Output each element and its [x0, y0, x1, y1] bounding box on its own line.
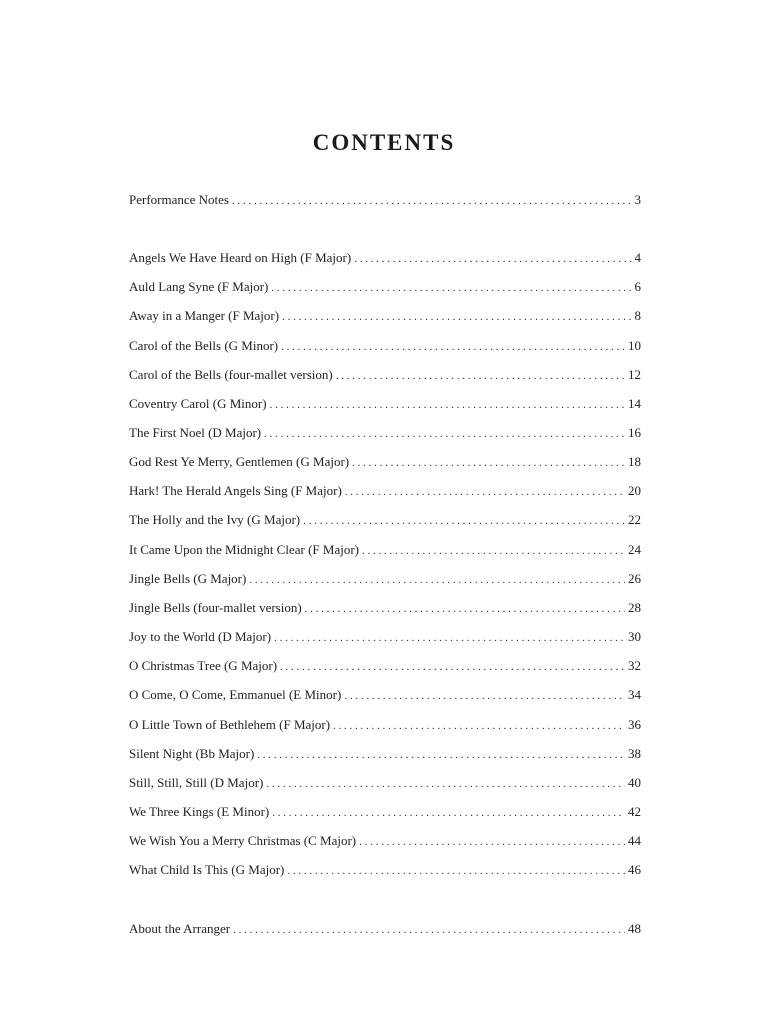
- dot-leader: [362, 541, 625, 561]
- toc-entry[interactable]: [129, 773, 641, 793]
- toc-entry-page: 16: [628, 425, 641, 440]
- toc-entry[interactable]: [129, 423, 641, 443]
- toc-entry[interactable]: [129, 510, 641, 530]
- toc-entry-page: 32: [628, 658, 641, 673]
- toc-entry[interactable]: [129, 452, 641, 472]
- toc-entry-title: We Wish You a Merry Christmas (C Major): [129, 833, 357, 848]
- toc-entry-page: 24: [628, 542, 641, 557]
- toc-entry[interactable]: [129, 394, 641, 414]
- toc-entry-page: 30: [628, 629, 641, 644]
- dot-leader: [352, 453, 625, 473]
- toc-entry-title: Performance Notes: [129, 192, 229, 207]
- dot-leader: [249, 570, 625, 590]
- toc-entry-page: 44: [628, 833, 641, 848]
- toc-entry-title: Angels We Have Heard on High (F Major): [129, 250, 352, 265]
- toc-entry-page: 14: [628, 396, 641, 411]
- toc-entry-title: O Come, O Come, Emmanuel (E Minor): [129, 687, 342, 702]
- toc-entry[interactable]: [129, 685, 641, 705]
- toc-entry[interactable]: [129, 190, 641, 210]
- toc-entry-title: Auld Lang Syne (F Major): [129, 279, 269, 294]
- dot-leader: [354, 249, 631, 269]
- toc-entry[interactable]: [129, 656, 641, 676]
- toc-entry-page: 34: [628, 687, 641, 702]
- toc-entry-page: 38: [628, 746, 641, 761]
- dot-leader: [333, 716, 625, 736]
- toc-entry[interactable]: [129, 744, 641, 764]
- toc-entry-page: 12: [628, 367, 641, 382]
- toc-entry[interactable]: [129, 598, 641, 618]
- toc-entry-page: 4: [634, 250, 641, 265]
- toc-entry-page: 3: [634, 192, 641, 207]
- toc-entry[interactable]: [129, 336, 641, 356]
- toc-entry-page: 8: [634, 308, 641, 323]
- toc-entry-title: O Christmas Tree (G Major): [129, 658, 278, 673]
- toc-entry-title: Hark! The Herald Angels Sing (F Major): [129, 483, 342, 498]
- toc-entry-title: Carol of the Bells (G Minor): [129, 338, 279, 353]
- toc-entry-title: Silent Night (Bb Major): [129, 746, 255, 761]
- toc-entry-title: What Child Is This (G Major): [129, 862, 285, 877]
- toc-entry-page: 36: [628, 717, 641, 732]
- toc-entry-title: O Little Town of Bethlehem (F Major): [129, 717, 331, 732]
- toc-entry[interactable]: [129, 569, 641, 589]
- toc-entry-page: 10: [628, 338, 641, 353]
- toc-entry-page: 26: [628, 571, 641, 586]
- toc-entry[interactable]: [129, 715, 641, 735]
- toc-entry-title: Carol of the Bells (four-mallet version): [129, 367, 333, 382]
- page-title: CONTENTS: [312, 130, 456, 155]
- dot-leader: [282, 307, 631, 327]
- toc-entry-title: Coventry Carol (G Minor): [129, 396, 267, 411]
- toc-entry-title: Still, Still, Still (D Major): [129, 775, 264, 790]
- dot-leader: [270, 395, 625, 415]
- dot-leader: [345, 482, 625, 502]
- toc-entry-title: The First Noel (D Major): [129, 425, 262, 440]
- dot-leader: [336, 366, 625, 386]
- dot-leader: [280, 657, 625, 677]
- toc-entry-page: 40: [628, 775, 641, 790]
- toc-entry-title: The Holly and the Ivy (G Major): [129, 512, 301, 527]
- dot-leader: [274, 628, 625, 648]
- toc-entry[interactable]: [129, 248, 641, 268]
- dot-leader: [232, 191, 632, 211]
- toc-entry[interactable]: [129, 802, 641, 822]
- toc-entry[interactable]: [129, 831, 641, 851]
- dot-leader: [271, 278, 631, 298]
- dot-leader: [303, 511, 625, 531]
- toc-entry[interactable]: [129, 365, 641, 385]
- toc-entry-page: 46: [628, 862, 641, 877]
- toc-entry-page: 48: [628, 921, 641, 936]
- toc-entry-title: It Came Upon the Midnight Clear (F Major): [129, 542, 359, 557]
- toc-entry-page: 22: [628, 512, 641, 527]
- dot-leader: [257, 745, 625, 765]
- toc-entry[interactable]: [129, 540, 641, 560]
- toc-entry-page: 18: [628, 454, 641, 469]
- toc-entry[interactable]: [129, 481, 641, 501]
- toc-entry-title: Away in a Manger (F Major): [129, 308, 280, 323]
- dot-leader: [281, 337, 625, 357]
- toc-entry-title: God Rest Ye Merry, Gentlemen (G Major): [129, 454, 350, 469]
- dot-leader: [287, 861, 625, 881]
- dot-leader: [344, 686, 625, 706]
- toc-entry[interactable]: [129, 627, 641, 647]
- dot-leader: [266, 774, 625, 794]
- toc-entry-title: About the Arranger: [129, 921, 231, 936]
- toc-entry-title: We Three Kings (E Minor): [129, 804, 270, 819]
- toc-entry-title: Jingle Bells (G Major): [129, 571, 247, 586]
- toc-entry[interactable]: [129, 860, 641, 880]
- toc-entry-page: 28: [628, 600, 641, 615]
- toc-entry-title: Joy to the World (D Major): [129, 629, 272, 644]
- toc-entry-title: Jingle Bells (four-mallet version): [129, 600, 302, 615]
- toc-entry[interactable]: [129, 306, 641, 326]
- dot-leader: [264, 424, 625, 444]
- dot-leader: [305, 599, 625, 619]
- toc-entry[interactable]: [129, 919, 641, 939]
- toc-entry[interactable]: [129, 277, 641, 297]
- toc-entry-page: 42: [628, 804, 641, 819]
- dot-leader: [359, 832, 625, 852]
- dot-leader: [272, 803, 625, 823]
- table-of-contents: [129, 0, 641, 1024]
- toc-entry-page: 20: [628, 483, 641, 498]
- dot-leader: [233, 920, 625, 940]
- toc-entry-page: 6: [634, 279, 641, 294]
